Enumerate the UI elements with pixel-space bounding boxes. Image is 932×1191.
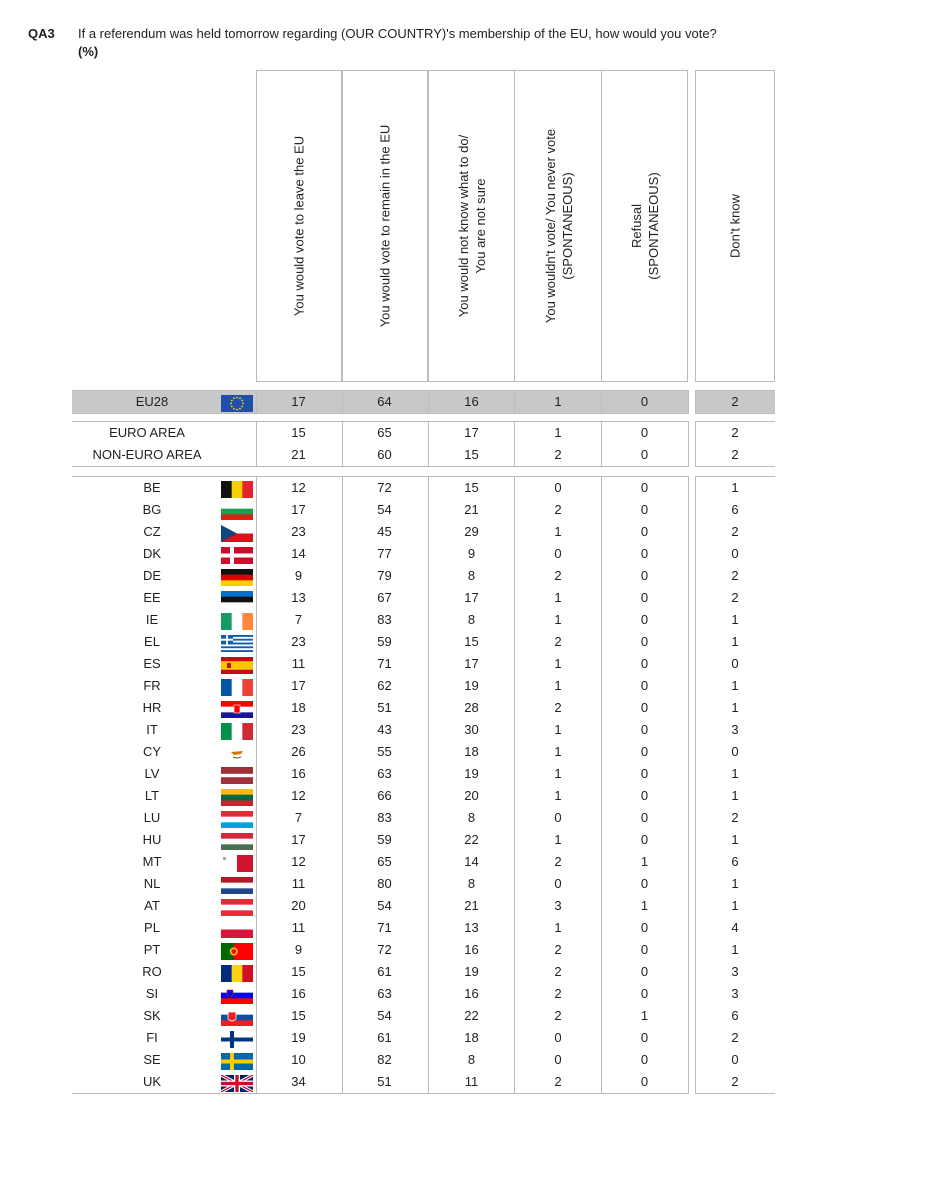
- cell-value: 18: [464, 744, 479, 759]
- cell-value: 0: [640, 788, 649, 803]
- row-label: NL: [143, 876, 161, 891]
- cell-value: 64: [377, 394, 392, 409]
- country-flag-icon: [221, 833, 253, 850]
- country-flag-icon: [221, 701, 253, 718]
- cell-value: 3: [731, 964, 739, 979]
- cell-value: 16: [291, 986, 306, 1001]
- column-header-text: You wouldn't vote/ You never vote (SPONTANEOUS): [542, 128, 575, 324]
- table-row: [72, 719, 775, 741]
- cell-value: 11: [291, 656, 306, 671]
- cell-value: 51: [377, 700, 392, 715]
- cell-value: 59: [377, 832, 392, 847]
- cell-value: 20: [464, 788, 479, 803]
- column-header: [342, 70, 428, 382]
- cell-value: 29: [464, 524, 479, 539]
- cell-value: 7: [294, 612, 303, 627]
- cell-value: 2: [554, 854, 562, 869]
- row-label: ES: [143, 656, 161, 671]
- question-label: QA3: [28, 26, 55, 41]
- country-flag-icon: [221, 635, 253, 652]
- table-row: [72, 763, 775, 785]
- cell-value: 61: [377, 964, 392, 979]
- column-header-text: You would not know what to do/ You are not sure: [456, 134, 488, 318]
- country-flag-icon: [221, 503, 253, 520]
- question-unit: (%): [78, 44, 99, 59]
- cell-value: 45: [377, 524, 392, 539]
- country-flag-icon: [221, 591, 253, 608]
- cell-value: 6: [731, 854, 739, 869]
- cell-value: 11: [464, 1074, 479, 1089]
- cell-value: 1: [731, 942, 739, 957]
- cell-value: 65: [377, 425, 392, 440]
- column-header-text: You would vote to remain in the EU: [377, 124, 393, 328]
- table-row: [72, 1005, 775, 1027]
- cell-value: 1: [731, 634, 739, 649]
- cell-value: 23: [291, 722, 306, 737]
- row-label: BE: [143, 480, 161, 495]
- cell-value: 9: [294, 568, 303, 583]
- cell-value: 1: [554, 656, 562, 671]
- table-row: [72, 587, 775, 609]
- cell-value: 17: [291, 394, 306, 409]
- cell-value: 1: [731, 678, 739, 693]
- cell-value: 14: [291, 546, 306, 561]
- cell-value: 65: [377, 854, 392, 869]
- cell-value: 2: [731, 810, 739, 825]
- cell-value: 2: [731, 425, 739, 440]
- table-row: [72, 521, 775, 543]
- cell-value: 9: [294, 942, 303, 957]
- cell-value: 0: [640, 766, 649, 781]
- cell-value: 54: [377, 502, 392, 517]
- country-block: [72, 476, 775, 1094]
- cell-value: 8: [467, 612, 476, 627]
- column-header-text: Don't know: [727, 194, 743, 258]
- cell-value: 0: [640, 590, 649, 605]
- row-label: EU28: [135, 394, 169, 409]
- cell-value: 19: [464, 766, 479, 781]
- cell-value: 3: [554, 898, 562, 913]
- cell-value: 3: [731, 986, 739, 1001]
- cell-value: 2: [731, 1030, 739, 1045]
- country-flag-icon: [221, 547, 253, 564]
- cell-value: 22: [464, 1008, 479, 1023]
- cell-value: 1: [640, 854, 649, 869]
- table-row: [72, 983, 775, 1005]
- country-flag-icon: [221, 679, 253, 696]
- row-label: LV: [144, 766, 160, 781]
- cell-value: 0: [640, 1052, 649, 1067]
- cell-value: 1: [731, 480, 739, 495]
- cell-value: 1: [554, 722, 562, 737]
- cell-value: 13: [464, 920, 479, 935]
- cell-value: 1: [731, 612, 739, 627]
- column-header: [256, 70, 342, 382]
- row-label: CZ: [143, 524, 161, 539]
- row-label: IE: [145, 612, 159, 627]
- table-row: [72, 653, 775, 675]
- column-header: [695, 70, 775, 382]
- cell-value: 12: [291, 480, 306, 495]
- cell-value: 63: [377, 766, 392, 781]
- cell-value: 0: [640, 634, 649, 649]
- table-row: [72, 565, 775, 587]
- cell-value: 10: [291, 1052, 306, 1067]
- cell-value: 2: [731, 590, 739, 605]
- cell-value: 1: [731, 832, 739, 847]
- cell-value: 17: [291, 502, 306, 517]
- table-row: [72, 741, 775, 763]
- table-row: [72, 444, 775, 466]
- cell-value: 0: [640, 546, 649, 561]
- cell-value: 2: [554, 502, 562, 517]
- country-flag-icon: [221, 1053, 253, 1070]
- cell-value: 2: [554, 447, 562, 462]
- country-flag-icon: [221, 789, 253, 806]
- cell-value: 30: [464, 722, 479, 737]
- row-label: CY: [142, 744, 162, 759]
- cell-value: 0: [640, 612, 649, 627]
- row-label: UK: [142, 1074, 162, 1089]
- cell-value: 66: [377, 788, 392, 803]
- cell-value: 17: [291, 678, 306, 693]
- cell-value: 1: [554, 788, 562, 803]
- cell-value: 1: [554, 590, 562, 605]
- row-label: DE: [142, 568, 162, 583]
- row-label: SI: [145, 986, 159, 1001]
- cell-value: 80: [377, 876, 392, 891]
- column-header: [601, 70, 688, 382]
- cell-value: 0: [554, 810, 562, 825]
- cell-value: 1: [731, 788, 739, 803]
- cell-value: 17: [464, 425, 479, 440]
- country-flag-icon: [221, 811, 253, 828]
- cell-value: 19: [291, 1030, 306, 1045]
- row-label: EURO AREA: [109, 425, 185, 440]
- table-row: [72, 785, 775, 807]
- cell-value: 15: [291, 964, 306, 979]
- cell-value: 55: [377, 744, 392, 759]
- row-label: MT: [142, 854, 162, 869]
- cell-value: 0: [640, 1030, 649, 1045]
- cell-value: 21: [291, 447, 306, 462]
- table-row: [72, 939, 775, 961]
- row-label: EE: [143, 590, 161, 605]
- cell-value: 62: [377, 678, 392, 693]
- cell-value: 1: [731, 898, 739, 913]
- country-flag-icon: [221, 723, 253, 740]
- cell-value: 28: [464, 700, 479, 715]
- cell-value: 63: [377, 986, 392, 1001]
- country-flag-icon: [221, 767, 253, 784]
- row-label: EL: [144, 634, 160, 649]
- country-flag-icon: [221, 395, 253, 412]
- cell-value: 19: [464, 964, 479, 979]
- cell-value: 16: [464, 986, 479, 1001]
- table-row: [72, 477, 775, 499]
- cell-value: 16: [464, 942, 479, 957]
- cell-value: 18: [291, 700, 306, 715]
- cell-value: 7: [294, 810, 303, 825]
- table-row: [72, 895, 775, 917]
- cell-value: 0: [640, 502, 649, 517]
- cell-value: 0: [640, 678, 649, 693]
- cell-value: 0: [554, 876, 562, 891]
- cell-value: 1: [640, 898, 649, 913]
- cell-value: 0: [640, 1074, 649, 1089]
- column-header-text: Refusal (SPONTANEOUS): [628, 172, 661, 280]
- cell-value: 0: [640, 480, 649, 495]
- country-flag-icon: [221, 987, 253, 1004]
- table-row: [72, 1049, 775, 1071]
- cell-value: 1: [731, 876, 739, 891]
- cell-value: 2: [554, 986, 562, 1001]
- cell-value: 2: [554, 964, 562, 979]
- cell-value: 1: [554, 524, 562, 539]
- cell-value: 2: [731, 447, 739, 462]
- cell-value: 1: [640, 1008, 649, 1023]
- row-label: PL: [144, 920, 160, 935]
- cell-value: 1: [731, 700, 739, 715]
- cell-value: 15: [464, 480, 479, 495]
- country-flag-icon: [221, 943, 253, 960]
- cell-value: 1: [554, 832, 562, 847]
- cell-value: 51: [377, 1074, 392, 1089]
- cell-value: 1: [554, 920, 562, 935]
- table-row: [72, 391, 775, 413]
- cell-value: 17: [464, 590, 479, 605]
- row-label: FI: [146, 1030, 158, 1045]
- table-row: [72, 873, 775, 895]
- cell-value: 9: [467, 546, 476, 561]
- cell-value: 3: [731, 722, 739, 737]
- row-label: RO: [142, 964, 162, 979]
- table-row: [72, 917, 775, 939]
- row-label: SE: [143, 1052, 161, 1067]
- cell-value: 72: [377, 942, 392, 957]
- row-label: SK: [143, 1008, 161, 1023]
- cell-value: 0: [640, 744, 649, 759]
- country-flag-icon: [221, 965, 253, 982]
- cell-value: 2: [554, 568, 562, 583]
- cell-value: 0: [640, 700, 649, 715]
- cell-value: 1: [731, 766, 739, 781]
- cell-value: 79: [377, 568, 392, 583]
- cell-value: 0: [640, 986, 649, 1001]
- table-row: [72, 631, 775, 653]
- cell-value: 23: [291, 634, 306, 649]
- country-flag-icon: [221, 1009, 253, 1026]
- cell-value: 0: [731, 1052, 739, 1067]
- row-label: PT: [143, 942, 161, 957]
- cell-value: 72: [377, 480, 392, 495]
- column-header: [428, 70, 516, 382]
- cell-value: 0: [731, 546, 739, 561]
- country-flag-icon: [221, 745, 253, 762]
- cell-value: 23: [291, 524, 306, 539]
- cell-value: 0: [554, 1030, 562, 1045]
- cell-value: 17: [464, 656, 479, 671]
- cell-value: 2: [731, 1074, 739, 1089]
- cell-value: 0: [640, 394, 649, 409]
- cell-value: 15: [291, 425, 306, 440]
- column-header-text: You would vote to leave the EU: [291, 135, 307, 317]
- cell-value: 54: [377, 1008, 392, 1023]
- cell-value: 71: [377, 920, 392, 935]
- cell-value: 61: [377, 1030, 392, 1045]
- row-label: HU: [142, 832, 162, 847]
- cell-value: 18: [464, 1030, 479, 1045]
- cell-value: 60: [377, 447, 392, 462]
- cell-value: 21: [464, 898, 479, 913]
- cell-value: 12: [291, 854, 306, 869]
- table-row: [72, 697, 775, 719]
- cell-value: 0: [640, 447, 649, 462]
- cell-value: 71: [377, 656, 392, 671]
- table-row: [72, 807, 775, 829]
- cell-value: 16: [464, 394, 479, 409]
- country-flag-icon: [221, 481, 253, 498]
- table-row: [72, 851, 775, 873]
- cell-value: 8: [467, 1052, 476, 1067]
- cell-value: 0: [554, 480, 562, 495]
- country-flag-icon: [221, 569, 253, 586]
- cell-value: 1: [554, 766, 562, 781]
- cell-value: 2: [554, 634, 562, 649]
- row-label: NON-EURO AREA: [92, 447, 202, 462]
- cell-value: 1: [554, 425, 562, 440]
- cell-value: 0: [640, 810, 649, 825]
- table-row: [72, 609, 775, 631]
- column-header: [514, 70, 603, 382]
- country-flag-icon: [221, 877, 253, 894]
- cell-value: 2: [554, 1074, 562, 1089]
- country-flag-icon: [221, 1031, 253, 1048]
- cell-value: 0: [640, 920, 649, 935]
- cell-value: 0: [731, 656, 739, 671]
- cell-value: 0: [640, 832, 649, 847]
- cell-value: 0: [640, 568, 649, 583]
- cell-value: 13: [291, 590, 306, 605]
- area-block: [72, 421, 775, 467]
- cell-value: 21: [464, 502, 479, 517]
- cell-value: 0: [640, 964, 649, 979]
- table-row: [72, 499, 775, 521]
- cell-value: 2: [731, 568, 739, 583]
- cell-value: 34: [291, 1074, 306, 1089]
- cell-value: 83: [377, 612, 392, 627]
- cell-value: 1: [554, 612, 562, 627]
- cell-value: 67: [377, 590, 392, 605]
- row-label: LT: [144, 788, 160, 803]
- cell-value: 6: [731, 1008, 739, 1023]
- cell-value: 77: [377, 546, 392, 561]
- row-label: AT: [144, 898, 160, 913]
- cell-value: 1: [554, 394, 562, 409]
- cell-value: 2: [554, 1008, 562, 1023]
- cell-value: 83: [377, 810, 392, 825]
- cell-value: 22: [464, 832, 479, 847]
- row-label: DK: [142, 546, 162, 561]
- eu28-block: [72, 390, 775, 414]
- table-row: [72, 829, 775, 851]
- cell-value: 0: [640, 425, 649, 440]
- cell-value: 2: [731, 394, 739, 409]
- cell-value: 19: [464, 678, 479, 693]
- country-flag-icon: [221, 525, 253, 542]
- table-row: [72, 543, 775, 565]
- table-row: [72, 422, 775, 444]
- cell-value: 0: [731, 744, 739, 759]
- row-label: IT: [146, 722, 158, 737]
- cell-value: 16: [291, 766, 306, 781]
- cell-value: 43: [377, 722, 392, 737]
- country-flag-icon: [221, 855, 253, 872]
- cell-value: 0: [640, 722, 649, 737]
- cell-value: 1: [554, 744, 562, 759]
- cell-value: 54: [377, 898, 392, 913]
- table-row: [72, 675, 775, 697]
- cell-value: 0: [640, 656, 649, 671]
- cell-value: 11: [291, 920, 306, 935]
- cell-value: 0: [640, 942, 649, 957]
- cell-value: 0: [554, 546, 562, 561]
- cell-value: 6: [731, 502, 739, 517]
- cell-value: 14: [464, 854, 479, 869]
- row-label: LU: [143, 810, 161, 825]
- country-flag-icon: [221, 657, 253, 674]
- table-row: [72, 1071, 775, 1093]
- cell-value: 15: [291, 1008, 306, 1023]
- country-flag-icon: [221, 921, 253, 938]
- row-label: FR: [143, 678, 161, 693]
- cell-value: 8: [467, 568, 476, 583]
- country-flag-icon: [221, 1075, 253, 1092]
- cell-value: 59: [377, 634, 392, 649]
- row-label: HR: [142, 700, 162, 715]
- cell-value: 0: [640, 876, 649, 891]
- cell-value: 17: [291, 832, 306, 847]
- table-row: [72, 1027, 775, 1049]
- table-row: [72, 961, 775, 983]
- cell-value: 4: [731, 920, 739, 935]
- cell-value: 0: [554, 1052, 562, 1067]
- cell-value: 15: [464, 634, 479, 649]
- cell-value: 8: [467, 810, 476, 825]
- cell-value: 82: [377, 1052, 392, 1067]
- cell-value: 2: [554, 942, 562, 957]
- row-label: BG: [142, 502, 162, 517]
- country-flag-icon: [221, 613, 253, 630]
- cell-value: 12: [291, 788, 306, 803]
- cell-value: 8: [467, 876, 476, 891]
- cell-value: 2: [731, 524, 739, 539]
- cell-value: 2: [554, 700, 562, 715]
- cell-value: 0: [640, 524, 649, 539]
- cell-value: 15: [464, 447, 479, 462]
- country-flag-icon: [221, 899, 253, 916]
- question-text: If a referendum was held tomorrow regarding (OUR COUNTRY)'s membership of the EU, how would you vote?: [78, 26, 717, 41]
- cell-value: 26: [291, 744, 306, 759]
- cell-value: 20: [291, 898, 306, 913]
- cell-value: 1: [554, 678, 562, 693]
- cell-value: 11: [291, 876, 306, 891]
